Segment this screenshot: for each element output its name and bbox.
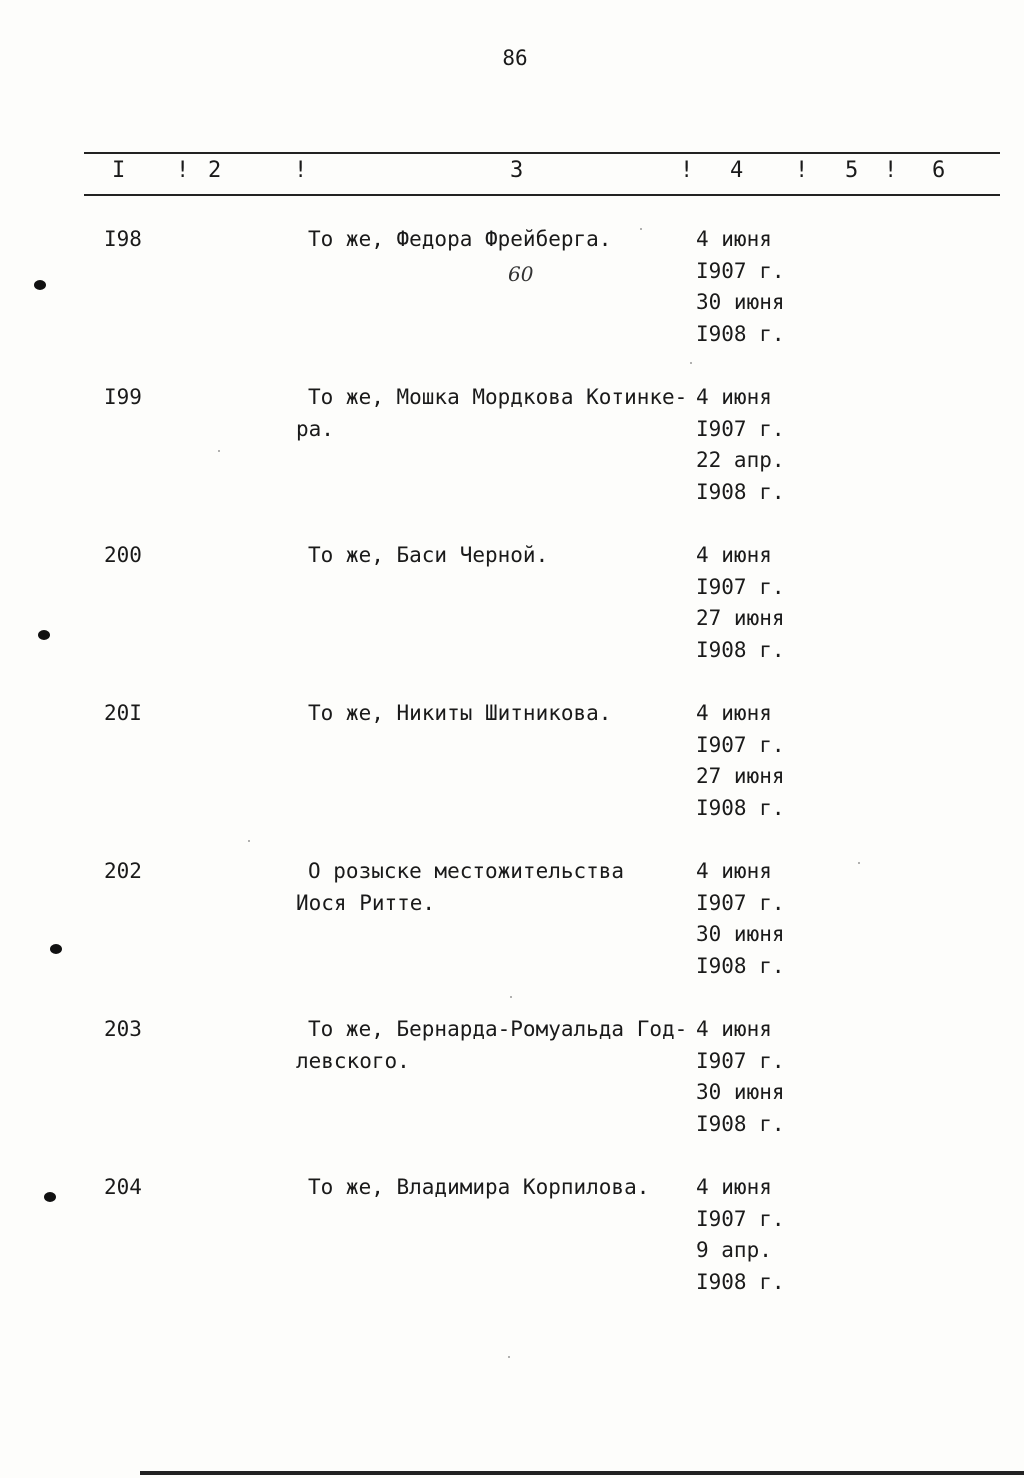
start-day: 4 июня [696, 859, 772, 883]
end-day: 27 июня [696, 764, 785, 788]
annotation-handwritten: 60 [508, 262, 534, 286]
entry-title [296, 698, 696, 730]
end-year: I908 г. [696, 795, 785, 820]
entry-number: I99 [104, 385, 142, 409]
column-separator: ! [294, 158, 308, 183]
binding-hole-mark [38, 630, 50, 640]
entry-number: I98 [104, 227, 142, 251]
end-day: 27 июня [696, 606, 785, 630]
binding-hole-mark [50, 944, 62, 954]
entry-dates [696, 382, 785, 508]
column-header-1: I [112, 158, 126, 183]
start-year: I907 г. [696, 258, 785, 283]
column-separator: ! [176, 158, 190, 183]
start-day: 4 июня [696, 1017, 772, 1041]
start-year: I907 г. [696, 416, 785, 441]
entry-dates [696, 224, 785, 350]
end-day: 9 апр. [696, 1238, 772, 1262]
start-year: I907 г. [696, 1048, 785, 1073]
column-header-3: 3 [510, 158, 524, 183]
entry-title-line1: То же, Мошка Мордкова Котинке- [308, 385, 688, 409]
entry-number: 203 [104, 1017, 142, 1041]
column-separator: ! [680, 158, 694, 183]
start-day: 4 июня [696, 385, 772, 409]
header-top-rule [84, 152, 1000, 154]
column-header-row [0, 158, 1024, 188]
start-day: 4 июня [696, 701, 772, 725]
entry-dates [696, 856, 785, 982]
entry-title-line1: То же, Баси Черной. [308, 543, 549, 567]
column-separator: ! [884, 158, 898, 183]
list-item [0, 224, 1024, 382]
scan-speck [640, 228, 642, 230]
end-day: 30 июня [696, 290, 785, 314]
end-year: I908 г. [696, 1269, 785, 1294]
column-header-2: 2 [208, 158, 222, 183]
list-item [0, 1172, 1024, 1330]
start-year: I907 г. [696, 1206, 785, 1231]
end-year: I908 г. [696, 479, 785, 504]
entry-title-line1: То же, Владимира Корпилова. [308, 1175, 650, 1199]
list-item [0, 856, 1024, 1014]
end-day: 30 июня [696, 922, 785, 946]
column-header-6: 6 [932, 158, 946, 183]
entry-number: 20I [104, 701, 142, 725]
start-day: 4 июня [696, 227, 772, 251]
page-number: 86 [502, 46, 528, 70]
entry-number: 204 [104, 1175, 142, 1199]
entry-title [296, 856, 696, 919]
entry-title-line2: левского. [296, 1048, 410, 1073]
list-item [0, 382, 1024, 540]
start-day: 4 июня [696, 543, 772, 567]
list-item [0, 540, 1024, 698]
list-item [0, 698, 1024, 856]
end-day: 22 апр. [696, 448, 785, 472]
scan-speck [248, 840, 250, 842]
binding-hole-mark [44, 1192, 56, 1202]
end-day: 30 июня [696, 1080, 785, 1104]
scan-speck [510, 996, 512, 998]
entry-title-line1: То же, Федора Фрейберга. [308, 227, 612, 251]
column-header-5: 5 [845, 158, 859, 183]
binding-hole-mark [34, 280, 46, 290]
scan-speck [690, 362, 692, 364]
scan-speck [858, 862, 860, 864]
column-separator: ! [795, 158, 809, 183]
end-year: I908 г. [696, 1111, 785, 1136]
column-header-4: 4 [730, 158, 744, 183]
entry-number: 200 [104, 543, 142, 567]
entry-dates [696, 540, 785, 666]
entry-dates [696, 698, 785, 824]
entry-title-line1: О розыске местожительства [308, 859, 625, 883]
start-year: I907 г. [696, 890, 785, 915]
entry-title [296, 382, 696, 445]
entry-title [296, 540, 696, 572]
entry-title-line2: Иося Ритте. [296, 890, 436, 915]
end-year: I908 г. [696, 953, 785, 978]
entry-title [296, 1014, 696, 1077]
entry-list [0, 224, 1024, 1330]
header-bottom-rule [84, 194, 1000, 196]
start-year: I907 г. [696, 574, 785, 599]
entry-dates [696, 1172, 785, 1298]
entry-title [296, 224, 696, 256]
bottom-edge-rule [140, 1471, 1024, 1475]
entry-title [296, 1172, 696, 1204]
start-year: I907 г. [696, 732, 785, 757]
scan-speck [218, 450, 220, 452]
end-year: I908 г. [696, 637, 785, 662]
end-year: I908 г. [696, 321, 785, 346]
start-day: 4 июня [696, 1175, 772, 1199]
list-item [0, 1014, 1024, 1172]
entry-title-line1: То же, Никиты Шитникова. [308, 701, 612, 725]
entry-number: 202 [104, 859, 142, 883]
entry-title-line1: То же, Бернарда-Ромуальда Год- [308, 1017, 688, 1041]
scan-speck [508, 1356, 510, 1358]
entry-dates [696, 1014, 785, 1140]
entry-title-line2: ра. [296, 416, 334, 441]
